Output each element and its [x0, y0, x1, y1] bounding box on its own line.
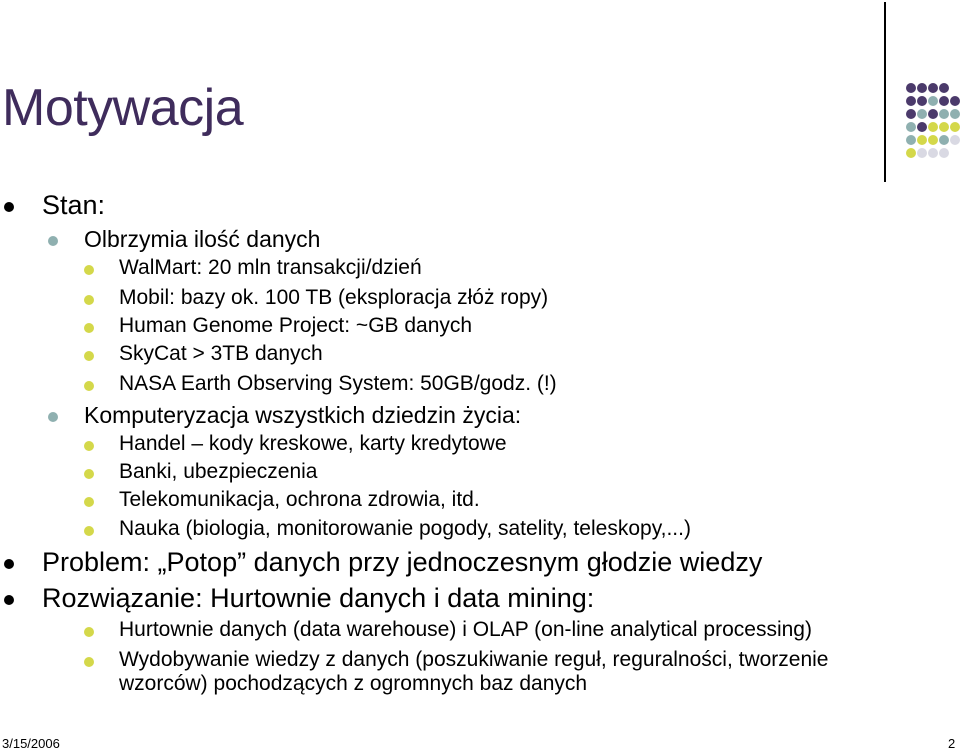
decorative-dot: [917, 109, 927, 119]
bullet-text: Handel – kody kreskowe, karty kredytowe: [119, 432, 507, 455]
bullet-dot-icon: [4, 202, 14, 212]
bullet-dot-icon: [48, 412, 58, 422]
decorative-dot: [950, 96, 960, 106]
decorative-dot: [928, 135, 938, 145]
decorative-dot: [917, 148, 927, 158]
bullet-text: Komputeryzacja wszystkich dziedzin życia:: [84, 402, 522, 428]
decorative-dot: [950, 135, 960, 145]
decorative-dot: [906, 135, 916, 145]
bullet-text: Problem: „Potop” danych przy jednoczesnym głodzie wiedzy: [42, 547, 763, 577]
decorative-dot-grid: [906, 83, 960, 163]
slide-title: Motywacja: [2, 79, 244, 137]
bullet-text: Nauka (biologia, monitorowanie pogody, satelity, teleskopy,...): [119, 517, 691, 540]
decorative-dot: [906, 96, 916, 106]
footer-page-number: 2: [948, 736, 956, 751]
decorative-dot: [939, 122, 949, 132]
bullet-dot-icon: [4, 595, 14, 605]
bullet-dot-icon: [84, 469, 94, 479]
bullet-text: Rozwiązanie: Hurtownie danych i data mining:: [42, 583, 595, 613]
decorative-dot: [939, 148, 949, 158]
decorative-dot: [917, 83, 927, 93]
bullet-text: Mobil: bazy ok. 100 TB (eksploracja złóż ropy): [119, 286, 549, 309]
footer-date: 3/15/2006: [2, 736, 60, 751]
decorative-dot: [917, 122, 927, 132]
decorative-dot: [950, 109, 960, 119]
decorative-dot: [928, 83, 938, 93]
bullet-dot-icon: [84, 295, 94, 305]
decorative-dot: [939, 109, 949, 119]
decorative-dot: [939, 135, 949, 145]
bullet-text: NASA Earth Observing System: 50GB/godz. (!): [119, 372, 557, 395]
bullet-text: Stan:: [42, 190, 106, 220]
decorative-dot: [928, 96, 938, 106]
bullet-text: WalMart: 20 mln transakcji/dzień: [119, 256, 422, 279]
bullet-text: Olbrzymia ilość danych: [84, 226, 321, 252]
bullet-dot-icon: [84, 657, 94, 667]
bullet-dot-icon: [84, 441, 94, 451]
bullet-dot-icon: [84, 323, 94, 333]
bullet-dot-icon: [4, 559, 14, 569]
bullet-text: SkyCat > 3TB danych: [119, 342, 323, 365]
decorative-dot: [928, 122, 938, 132]
decorative-dot: [906, 148, 916, 158]
bullet-dot-icon: [48, 236, 58, 246]
decorative-dot: [906, 122, 916, 132]
bullet-text: Human Genome Project: ~GB danych: [119, 314, 473, 337]
bullet-dot-icon: [84, 627, 94, 637]
decorative-dot: [950, 122, 960, 132]
bullet-dot-icon: [84, 526, 94, 536]
bullet-dot-icon: [84, 381, 94, 391]
decorative-dot: [928, 109, 938, 119]
bullet-dot-icon: [84, 351, 94, 361]
decorative-dot: [939, 83, 949, 93]
bullet-text: Telekomunikacja, ochrona zdrowia, itd.: [119, 488, 480, 511]
decorative-dot: [939, 96, 949, 106]
bullet-text: Hurtownie danych (data warehouse) i OLAP (on-line analytical processing): [119, 618, 812, 641]
vertical-divider-line: [884, 2, 886, 182]
decorative-dot: [917, 135, 927, 145]
decorative-dot: [906, 109, 916, 119]
bullet-text: Banki, ubezpieczenia: [119, 460, 318, 483]
decorative-dot: [917, 96, 927, 106]
decorative-dot: [928, 148, 938, 158]
bullet-text: wzorców) pochodzących z ogromnych baz danych: [119, 672, 588, 695]
bullet-dot-icon: [84, 497, 94, 507]
bullet-dot-icon: [84, 265, 94, 275]
decorative-dot: [906, 83, 916, 93]
bullet-text: Wydobywanie wiedzy z danych (poszukiwanie reguł, reguralności, tworzenie: [119, 648, 829, 671]
